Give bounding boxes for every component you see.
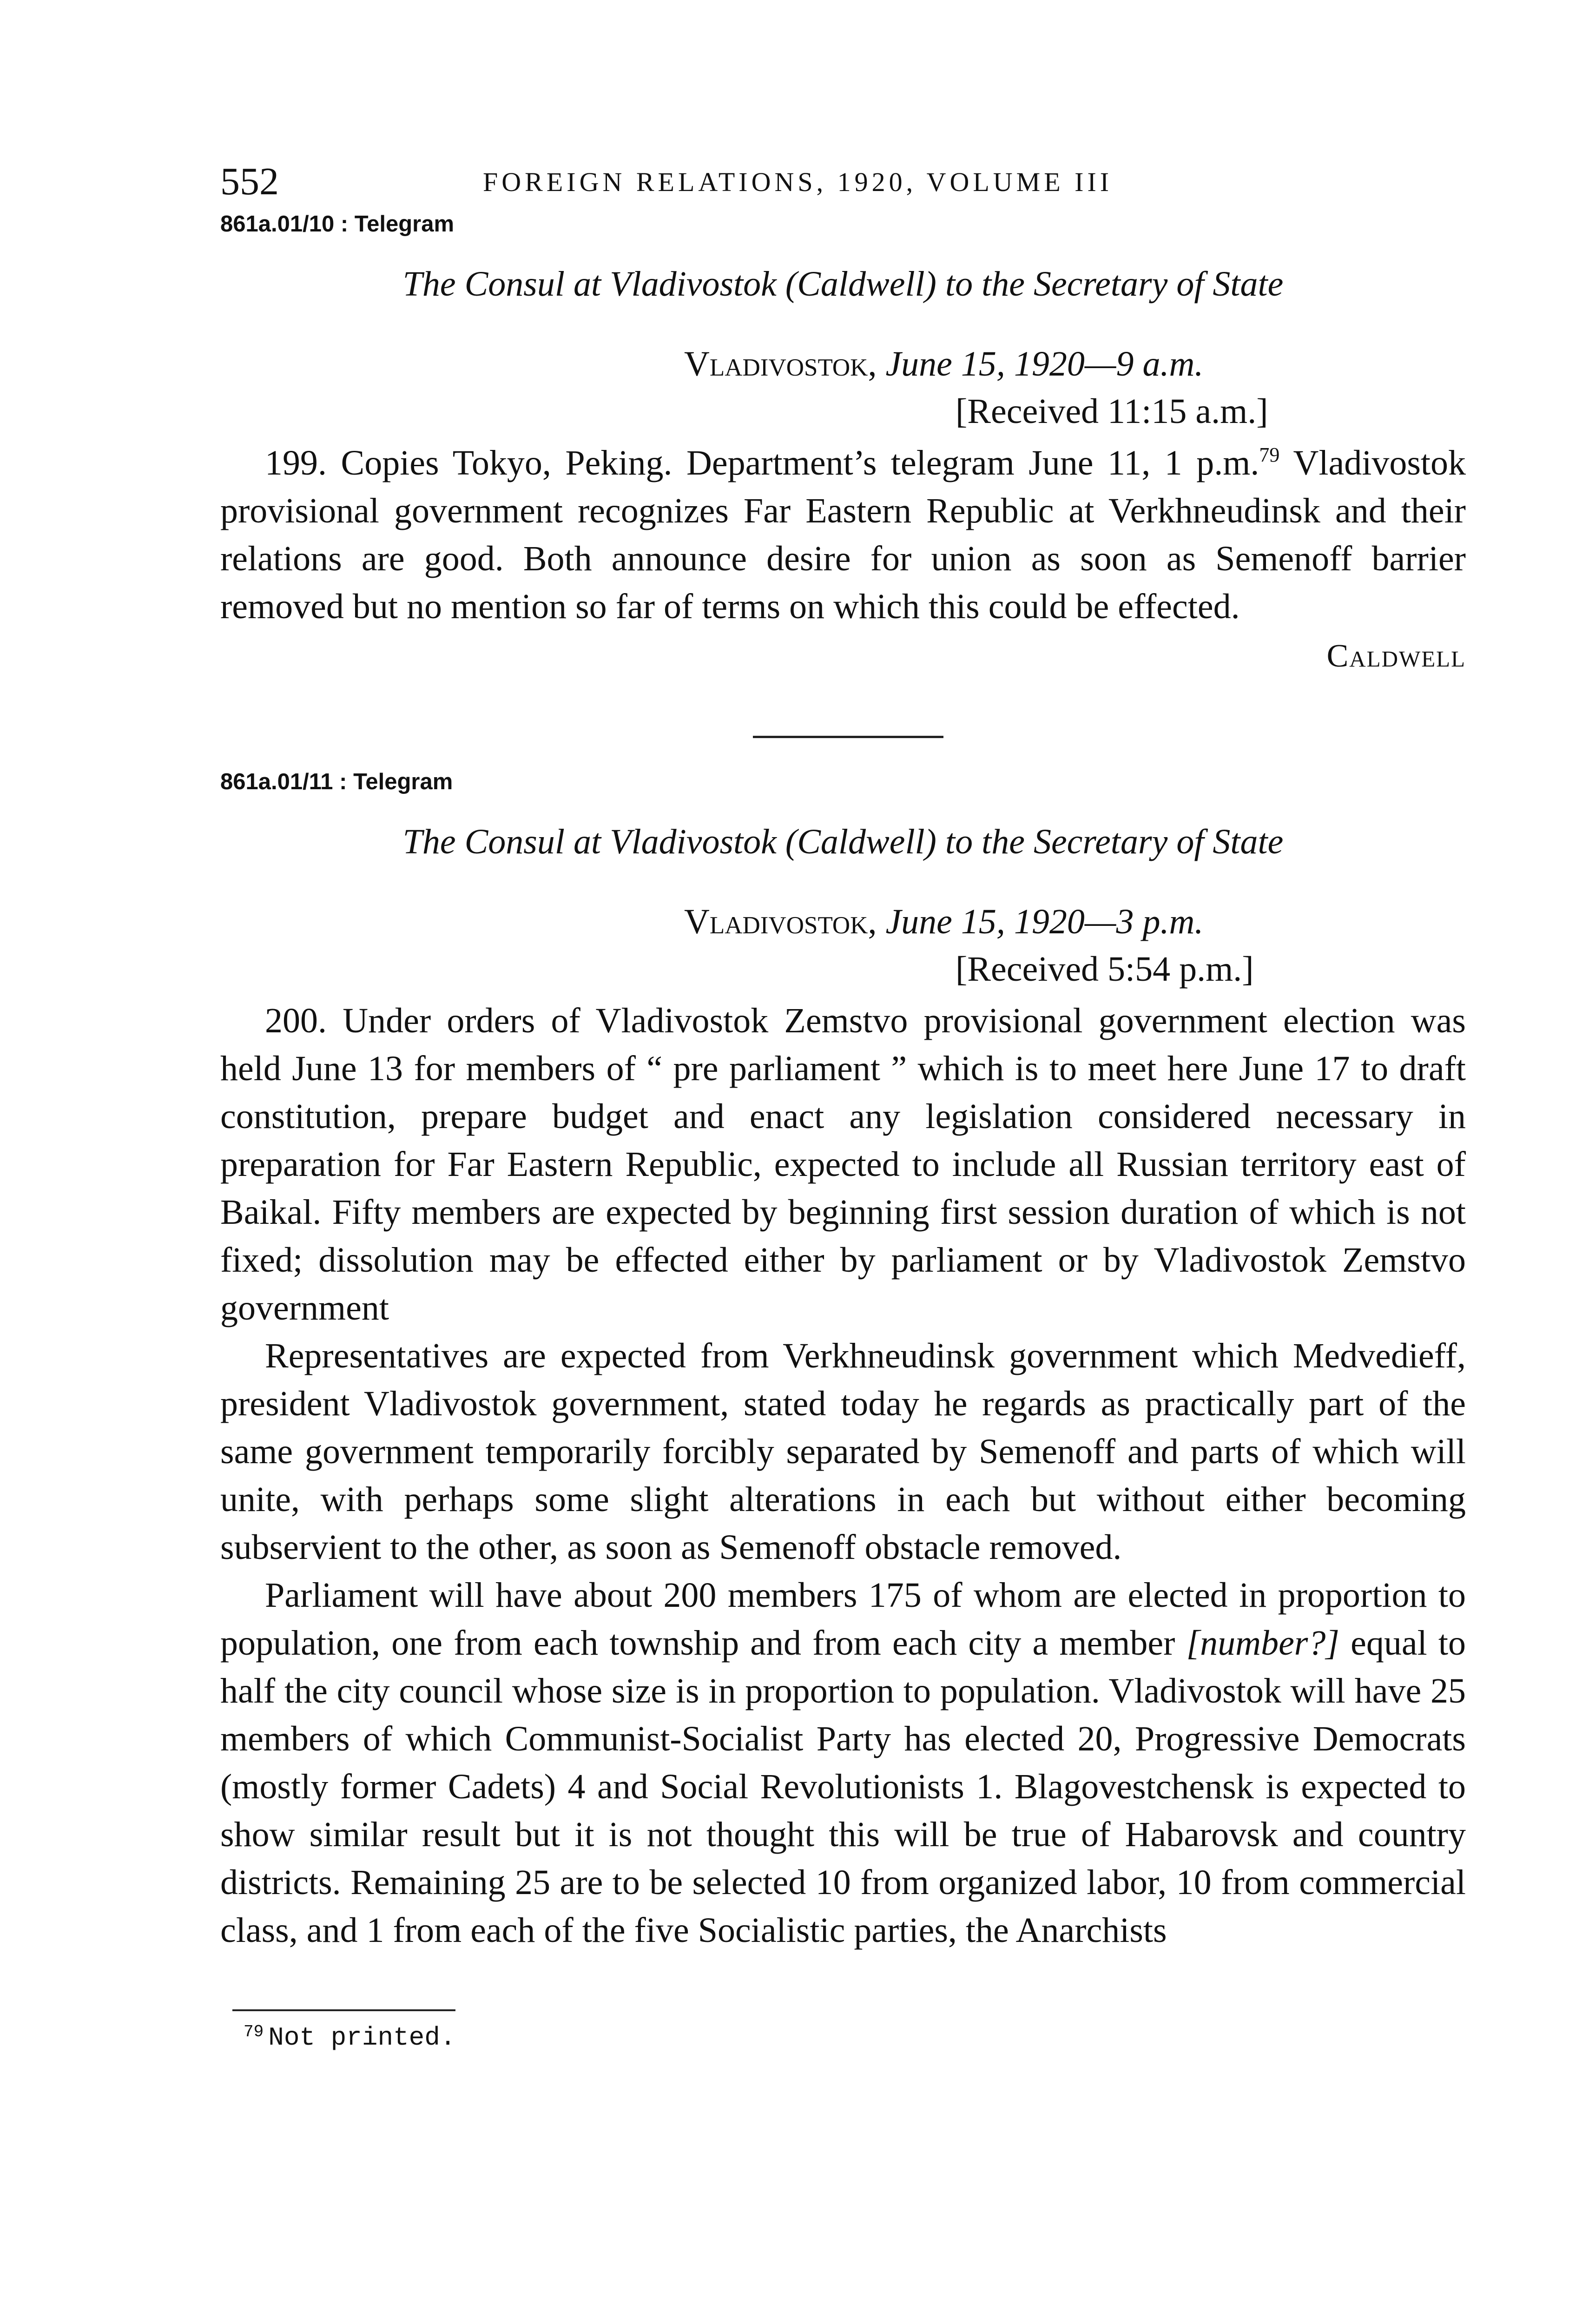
dateline-date: June 15, 1920—9 a.m. bbox=[885, 344, 1204, 383]
file-reference: 861a.01/10 : Telegram bbox=[220, 211, 455, 237]
footnote-rule bbox=[232, 2009, 455, 2011]
footnote-text: Not printed. bbox=[268, 2023, 456, 2053]
page-number: 552 bbox=[220, 160, 279, 203]
footnote-mark: 79 bbox=[244, 2022, 264, 2041]
received-time: [Received 11:15 a.m.] bbox=[956, 392, 1268, 431]
telegram-200 bbox=[220, 769, 1466, 1954]
telegram-199 bbox=[220, 211, 1466, 682]
paragraph-text: Parliament will have about 200 members 175 of whom are elected in proportion to population, one from each township and from each city a member bbox=[220, 1576, 1466, 1663]
dateline-place: Vladivostok, bbox=[684, 902, 877, 941]
document-heading: The Consul at Vladivostok (Caldwell) to the Secretary of State bbox=[402, 264, 1284, 304]
footnote bbox=[244, 2022, 1466, 2053]
telegram-body bbox=[220, 997, 1466, 1954]
body-paragraph bbox=[220, 439, 1466, 631]
footnote-reference: 79 bbox=[1259, 443, 1280, 466]
received-time: [Received 5:54 p.m.] bbox=[956, 950, 1254, 989]
document-page bbox=[220, 149, 1466, 2053]
dateline bbox=[684, 902, 1466, 949]
dateline-date: June 15, 1920—3 p.m. bbox=[885, 902, 1204, 941]
file-reference: 861a.01/11 : Telegram bbox=[220, 769, 453, 794]
running-header bbox=[220, 149, 1466, 203]
telegram-body bbox=[220, 439, 1466, 631]
dateline-place: Vladivostok, bbox=[684, 344, 877, 383]
document-heading: The Consul at Vladivostok (Caldwell) to the Secretary of State bbox=[402, 822, 1284, 861]
dateline bbox=[684, 344, 1466, 391]
paragraph-text: 199. Copies Tokyo, Peking. Department’s telegram June 11, 1 p.m. bbox=[265, 443, 1259, 482]
signature: Caldwell bbox=[1326, 638, 1466, 674]
paragraph-text-continued: Vladivostok provisional government recognizes Far Eastern Republic at Verkhneudinsk and their relations are good. Both announce desire for union as soon as Semenoff barrier removed but no mention so far of terms on which this could be effected. bbox=[220, 443, 1466, 626]
body-paragraph: Representatives are expected from Verkhneudinsk government which Medvedieff, president Vladivostok government, stated today he regards as practically part of the same government temporarily forcibly separated by Semenoff and parts of which will unite, with perhaps some slight alterations in each but without either becoming subservient to the other, as soon as Semenoff obstacle removed. bbox=[220, 1336, 1466, 1567]
running-title: FOREIGN RELATIONS, 1920, VOLUME III bbox=[483, 167, 1113, 197]
section-divider bbox=[753, 736, 943, 738]
body-paragraph: 200. Under orders of Vladivostok Zemstvo provisional government election was held June 13 for members of “ pre parliament ” which is to meet here June 17 to draft constitution, prepare budget and enact any legislation considered necessary in preparation for Far Eastern Republic, expected to include all Russian territory east of Baikal. Fifty members are expected by beginning first session duration of which is not fixed; dissolution may be effected either by parliament or by Vladivostok Zemstvo government bbox=[220, 1001, 1466, 1327]
editorial-insertion: [number?] bbox=[1186, 1624, 1339, 1663]
body-paragraph bbox=[220, 1571, 1466, 1954]
paragraph-text-continued: equal to half the city council whose size is in proportion to population. Vladivostok will have 25 members of which Communist-Socialist Party has elected 20, Progressive Democrats (mostly former Cadets) 4 and Social Revolutionists 1. Blagovestchensk is expected to show similar result but it is not thought this will be true of Habarovsk and country districts. Remaining 25 are to be selected 10 from organized labor, 10 from commercial class, and 1 from each of the five Socialistic parties, the Anarchists bbox=[220, 1624, 1466, 1950]
